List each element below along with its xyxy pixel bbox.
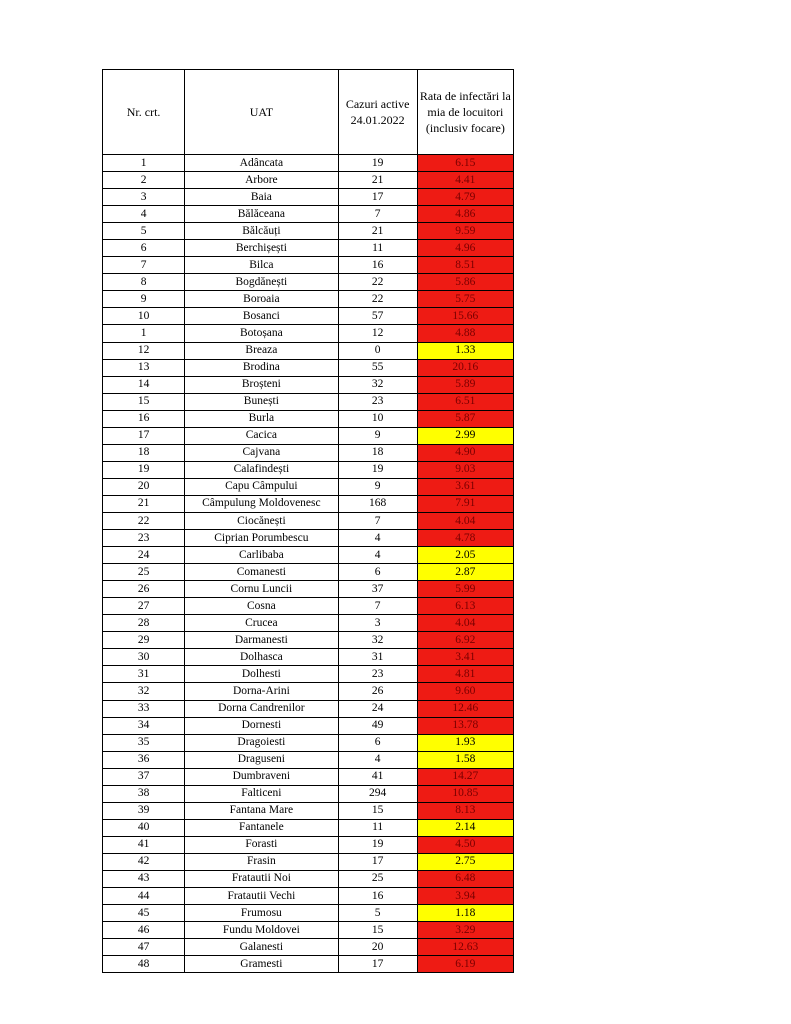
cell-active-cases: 6 [338, 734, 417, 751]
cell-uat-name: Crucea [185, 615, 338, 632]
table-row [103, 632, 514, 649]
cell-infection-rate: 4.86 [417, 206, 513, 223]
table-row [103, 461, 514, 478]
table-row [103, 785, 514, 802]
cell-uat-name: Falticeni [185, 785, 338, 802]
table-row [103, 342, 514, 359]
table-row [103, 615, 514, 632]
cell-nr-crt: 31 [103, 666, 185, 683]
cell-active-cases: 7 [338, 598, 417, 615]
cell-infection-rate: 6.51 [417, 393, 513, 410]
cell-infection-rate: 2.87 [417, 564, 513, 581]
table-row [103, 922, 514, 939]
cell-infection-rate: 4.88 [417, 325, 513, 342]
table-row [103, 751, 514, 768]
cell-infection-rate: 1.33 [417, 342, 513, 359]
cell-nr-crt: 41 [103, 836, 185, 853]
cell-active-cases: 9 [338, 478, 417, 495]
cell-active-cases: 23 [338, 666, 417, 683]
cell-infection-rate: 4.41 [417, 172, 513, 189]
table-row [103, 768, 514, 785]
cell-active-cases: 19 [338, 155, 417, 172]
header-infection-rate-text: Rata de infectări la mia de locuitori (inclusiv focare) [419, 89, 511, 135]
cell-uat-name: Cacica [185, 427, 338, 444]
cell-uat-name: Cosna [185, 598, 338, 615]
cell-infection-rate: 5.89 [417, 376, 513, 393]
cell-uat-name: Galanesti [185, 939, 338, 956]
cell-infection-rate: 6.13 [417, 598, 513, 615]
cell-nr-crt: 8 [103, 274, 185, 291]
cell-active-cases: 21 [338, 172, 417, 189]
cell-uat-name: Gramesti [185, 956, 338, 973]
cell-active-cases: 18 [338, 444, 417, 461]
cell-uat-name: Frumosu [185, 905, 338, 922]
table-row [103, 376, 514, 393]
cell-uat-name: Capu Câmpului [185, 478, 338, 495]
cell-infection-rate: 4.50 [417, 836, 513, 853]
cell-nr-crt: 26 [103, 581, 185, 598]
table-row [103, 223, 514, 240]
table-row [103, 308, 514, 325]
cell-active-cases: 32 [338, 376, 417, 393]
cell-nr-crt: 17 [103, 427, 185, 444]
cell-nr-crt: 22 [103, 512, 185, 529]
cell-nr-crt: 24 [103, 547, 185, 564]
cell-uat-name: Broșteni [185, 376, 338, 393]
table-row [103, 393, 514, 410]
cell-nr-crt: 45 [103, 905, 185, 922]
table-row [103, 581, 514, 598]
cell-infection-rate: 6.92 [417, 632, 513, 649]
table-row [103, 905, 514, 922]
cell-active-cases: 23 [338, 393, 417, 410]
cell-active-cases: 3 [338, 615, 417, 632]
cell-active-cases: 9 [338, 427, 417, 444]
table-row [103, 700, 514, 717]
cell-infection-rate: 13.78 [417, 717, 513, 734]
cell-nr-crt: 30 [103, 649, 185, 666]
cell-active-cases: 5 [338, 905, 417, 922]
cell-uat-name: Bălăceana [185, 206, 338, 223]
table-row [103, 172, 514, 189]
cell-uat-name: Bălcăuți [185, 223, 338, 240]
cell-infection-rate: 9.60 [417, 683, 513, 700]
cell-uat-name: Bilca [185, 257, 338, 274]
header-uat: UAT [185, 70, 338, 155]
cell-active-cases: 26 [338, 683, 417, 700]
cell-infection-rate: 3.41 [417, 649, 513, 666]
cell-infection-rate: 5.75 [417, 291, 513, 308]
header-infection-rate [417, 70, 513, 155]
cell-active-cases: 16 [338, 888, 417, 905]
cell-active-cases: 0 [338, 342, 417, 359]
cell-uat-name: Bosanci [185, 308, 338, 325]
cell-active-cases: 49 [338, 717, 417, 734]
cell-infection-rate: 5.87 [417, 410, 513, 427]
cell-nr-crt: 1 [103, 155, 185, 172]
cell-nr-crt: 7 [103, 257, 185, 274]
cell-nr-crt: 40 [103, 819, 185, 836]
cell-active-cases: 4 [338, 751, 417, 768]
cell-active-cases: 31 [338, 649, 417, 666]
cell-uat-name: Forasti [185, 836, 338, 853]
cell-active-cases: 19 [338, 836, 417, 853]
cell-active-cases: 7 [338, 206, 417, 223]
cell-nr-crt: 20 [103, 478, 185, 495]
cell-active-cases: 6 [338, 564, 417, 581]
cell-infection-rate: 3.94 [417, 888, 513, 905]
table-row [103, 512, 514, 529]
header-row [103, 70, 514, 155]
cell-infection-rate: 4.04 [417, 512, 513, 529]
cell-infection-rate: 8.13 [417, 802, 513, 819]
table-row [103, 410, 514, 427]
cell-uat-name: Comanesti [185, 564, 338, 581]
cell-infection-rate: 2.75 [417, 853, 513, 870]
cell-nr-crt: 12 [103, 342, 185, 359]
cell-infection-rate: 3.29 [417, 922, 513, 939]
table-row [103, 734, 514, 751]
cell-infection-rate: 1.18 [417, 905, 513, 922]
table-body [103, 155, 514, 973]
cell-uat-name: Dolhasca [185, 649, 338, 666]
table-row [103, 189, 514, 206]
cell-active-cases: 24 [338, 700, 417, 717]
cell-infection-rate: 12.63 [417, 939, 513, 956]
table-row [103, 478, 514, 495]
cell-active-cases: 17 [338, 956, 417, 973]
cell-active-cases: 4 [338, 530, 417, 547]
table-row [103, 291, 514, 308]
cell-uat-name: Cajvana [185, 444, 338, 461]
cell-infection-rate: 6.48 [417, 870, 513, 887]
cell-infection-rate: 4.78 [417, 530, 513, 547]
table-row [103, 257, 514, 274]
cell-infection-rate: 4.96 [417, 240, 513, 257]
cell-infection-rate: 4.90 [417, 444, 513, 461]
cell-nr-crt: 33 [103, 700, 185, 717]
cell-nr-crt: 47 [103, 939, 185, 956]
cell-infection-rate: 6.15 [417, 155, 513, 172]
cell-uat-name: Arbore [185, 172, 338, 189]
cell-nr-crt: 28 [103, 615, 185, 632]
cell-infection-rate: 2.14 [417, 819, 513, 836]
cell-uat-name: Calafindești [185, 461, 338, 478]
cell-nr-crt: 39 [103, 802, 185, 819]
cell-uat-name: Dornesti [185, 717, 338, 734]
cell-uat-name: Brodina [185, 359, 338, 376]
table-row [103, 530, 514, 547]
cell-infection-rate: 2.05 [417, 547, 513, 564]
cell-nr-crt: 34 [103, 717, 185, 734]
table-row [103, 427, 514, 444]
infection-rate-table [102, 69, 514, 973]
table-row [103, 956, 514, 973]
cell-uat-name: Bogdănești [185, 274, 338, 291]
cell-active-cases: 4 [338, 547, 417, 564]
cell-nr-crt: 5 [103, 223, 185, 240]
cell-nr-crt: 4 [103, 206, 185, 223]
table-row [103, 359, 514, 376]
cell-uat-name: Fantanele [185, 819, 338, 836]
cell-nr-crt: 44 [103, 888, 185, 905]
cell-infection-rate: 12.46 [417, 700, 513, 717]
cell-uat-name: Cornu Luncii [185, 581, 338, 598]
cell-uat-name: Frasin [185, 853, 338, 870]
header-active-cases-text: Cazuri active 24.01.2022 [345, 97, 410, 127]
table-row [103, 870, 514, 887]
cell-uat-name: Fundu Moldovei [185, 922, 338, 939]
cell-nr-crt: 48 [103, 956, 185, 973]
cell-nr-crt: 42 [103, 853, 185, 870]
cell-infection-rate: 10.85 [417, 785, 513, 802]
cell-nr-crt: 19 [103, 461, 185, 478]
cell-infection-rate: 1.93 [417, 734, 513, 751]
cell-nr-crt: 38 [103, 785, 185, 802]
cell-uat-name: Breaza [185, 342, 338, 359]
cell-nr-crt: 13 [103, 359, 185, 376]
cell-active-cases: 12 [338, 325, 417, 342]
cell-nr-crt: 10 [103, 308, 185, 325]
cell-infection-rate: 20.16 [417, 359, 513, 376]
cell-active-cases: 10 [338, 410, 417, 427]
table-row [103, 547, 514, 564]
cell-uat-name: Fratautii Noi [185, 870, 338, 887]
cell-infection-rate: 2.99 [417, 427, 513, 444]
cell-infection-rate: 9.03 [417, 461, 513, 478]
table-row [103, 206, 514, 223]
cell-uat-name: Draguseni [185, 751, 338, 768]
cell-infection-rate: 7.91 [417, 495, 513, 512]
cell-nr-crt: 21 [103, 495, 185, 512]
cell-active-cases: 19 [338, 461, 417, 478]
table-row [103, 666, 514, 683]
cell-nr-crt: 35 [103, 734, 185, 751]
table-row [103, 564, 514, 581]
cell-infection-rate: 4.81 [417, 666, 513, 683]
cell-uat-name: Dorna-Arini [185, 683, 338, 700]
table-row [103, 325, 514, 342]
cell-infection-rate: 4.04 [417, 615, 513, 632]
table-row [103, 240, 514, 257]
cell-nr-crt: 2 [103, 172, 185, 189]
cell-active-cases: 7 [338, 512, 417, 529]
cell-uat-name: Berchișești [185, 240, 338, 257]
cell-infection-rate: 5.86 [417, 274, 513, 291]
table-row [103, 939, 514, 956]
cell-nr-crt: 27 [103, 598, 185, 615]
cell-uat-name: Dorna Candrenilor [185, 700, 338, 717]
cell-infection-rate: 8.51 [417, 257, 513, 274]
cell-infection-rate: 5.99 [417, 581, 513, 598]
cell-nr-crt: 25 [103, 564, 185, 581]
cell-uat-name: Boroaia [185, 291, 338, 308]
cell-nr-crt: 46 [103, 922, 185, 939]
table-row [103, 598, 514, 615]
cell-uat-name: Botoșana [185, 325, 338, 342]
cell-uat-name: Fantana Mare [185, 802, 338, 819]
cell-infection-rate: 3.61 [417, 478, 513, 495]
cell-infection-rate: 6.19 [417, 956, 513, 973]
cell-uat-name: Carlibaba [185, 547, 338, 564]
header-nr-crt: Nr. crt. [103, 70, 185, 155]
cell-infection-rate: 1.58 [417, 751, 513, 768]
cell-active-cases: 32 [338, 632, 417, 649]
cell-nr-crt: 23 [103, 530, 185, 547]
cell-active-cases: 16 [338, 257, 417, 274]
table-row [103, 495, 514, 512]
cell-uat-name: Fratautii Vechi [185, 888, 338, 905]
cell-uat-name: Ciocănești [185, 512, 338, 529]
table-row [103, 155, 514, 172]
table-row [103, 683, 514, 700]
cell-nr-crt: 6 [103, 240, 185, 257]
cell-active-cases: 15 [338, 922, 417, 939]
header-active-cases [338, 70, 417, 155]
table-row [103, 649, 514, 666]
table-row [103, 717, 514, 734]
cell-active-cases: 168 [338, 495, 417, 512]
cell-infection-rate: 14.27 [417, 768, 513, 785]
table-row [103, 274, 514, 291]
cell-active-cases: 11 [338, 240, 417, 257]
cell-active-cases: 11 [338, 819, 417, 836]
cell-active-cases: 25 [338, 870, 417, 887]
cell-infection-rate: 15.66 [417, 308, 513, 325]
cell-active-cases: 15 [338, 802, 417, 819]
cell-uat-name: Dumbraveni [185, 768, 338, 785]
cell-active-cases: 55 [338, 359, 417, 376]
cell-uat-name: Baia [185, 189, 338, 206]
cell-nr-crt: 36 [103, 751, 185, 768]
cell-uat-name: Burla [185, 410, 338, 427]
cell-nr-crt: 43 [103, 870, 185, 887]
cell-active-cases: 21 [338, 223, 417, 240]
cell-active-cases: 41 [338, 768, 417, 785]
table-row [103, 836, 514, 853]
cell-nr-crt: 15 [103, 393, 185, 410]
table-row [103, 444, 514, 461]
cell-nr-crt: 32 [103, 683, 185, 700]
cell-infection-rate: 4.79 [417, 189, 513, 206]
cell-active-cases: 17 [338, 853, 417, 870]
table-row [103, 802, 514, 819]
cell-nr-crt: 9 [103, 291, 185, 308]
cell-active-cases: 20 [338, 939, 417, 956]
cell-active-cases: 22 [338, 291, 417, 308]
cell-uat-name: Bunești [185, 393, 338, 410]
cell-nr-crt: 16 [103, 410, 185, 427]
cell-uat-name: Darmanesti [185, 632, 338, 649]
cell-nr-crt: 29 [103, 632, 185, 649]
cell-active-cases: 57 [338, 308, 417, 325]
cell-nr-crt: 18 [103, 444, 185, 461]
cell-active-cases: 37 [338, 581, 417, 598]
table-row [103, 888, 514, 905]
cell-active-cases: 22 [338, 274, 417, 291]
cell-uat-name: Câmpulung Moldovenesc [185, 495, 338, 512]
cell-uat-name: Dragoiesti [185, 734, 338, 751]
cell-nr-crt: 1 [103, 325, 185, 342]
table-row [103, 853, 514, 870]
cell-active-cases: 294 [338, 785, 417, 802]
cell-uat-name: Adâncata [185, 155, 338, 172]
cell-nr-crt: 3 [103, 189, 185, 206]
cell-nr-crt: 14 [103, 376, 185, 393]
cell-uat-name: Ciprian Porumbescu [185, 530, 338, 547]
cell-infection-rate: 9.59 [417, 223, 513, 240]
cell-nr-crt: 37 [103, 768, 185, 785]
cell-uat-name: Dolhesti [185, 666, 338, 683]
table-row [103, 819, 514, 836]
cell-active-cases: 17 [338, 189, 417, 206]
